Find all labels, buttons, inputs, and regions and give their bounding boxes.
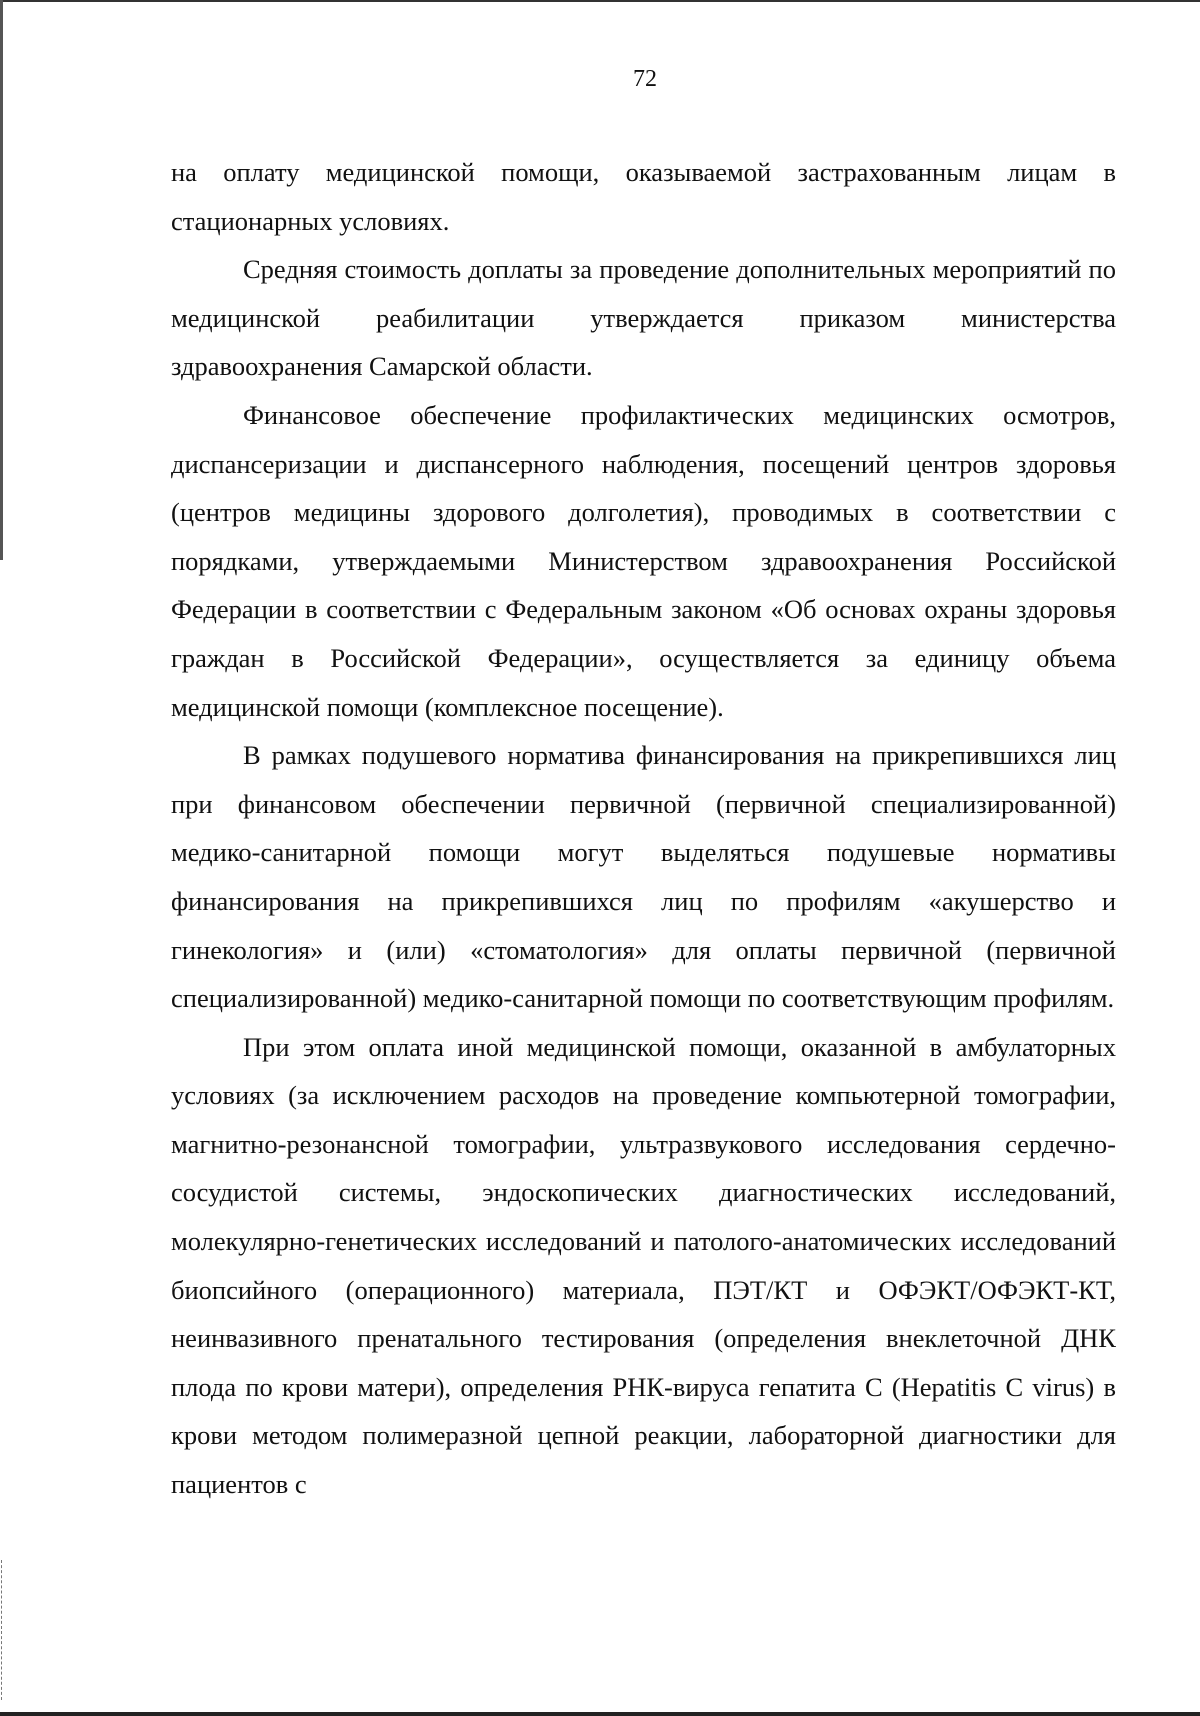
scan-edge-left-dots	[1, 1560, 3, 1700]
paragraph-5: При этом оплата иной медицинской помощи, оказанной в амбулаторных условиях (за исключением расходов на проведение компьютерной томографии, магнитно-резонансной томографии, ультразвукового исследования сердечно-сосудистой системы, эндоскопических диагностических исследований, молекулярно-генетических исследований и патолого-анатомических исследований биопсийного (операционного) материала, ПЭТ/КТ и ОФЭКТ/ОФЭКТ-КТ, неинвазивного пренатального тестирования (определения внеклеточной ДНК плода по крови матери), определения РНК-вируса гепатита С (Hepatitis C virus) в крови методом полимеразной цепной реакции, лабораторной диагностики для пациентов с	[171, 1031, 1116, 1500]
document-body	[171, 148, 1116, 1509]
paragraph-2: Средняя стоимость доплаты за проведение дополнительных мероприятий по медицинской реабилитации утверждается приказом министерства здравоохранения Самарской области.	[171, 254, 1116, 382]
paragraph-1: на оплату медицинской помощи, оказываемой застрахованным лицам в стационарных условиях.	[171, 157, 1116, 236]
paragraph-3: Финансовое обеспечение профилактических медицинских осмотров, диспансеризации и диспансерного наблюдения, посещений центров здоровья (центров медицины здорового долголетия), проводимых в соответствии с порядками, утверждаемыми Министерством здравоохранения Российской Федерации в соответствии с Федеральным законом «Об основах охраны здоровья граждан в Российской Федерации», осуществляется за единицу объема медицинской помощи (комплексное посещение).	[171, 399, 1116, 722]
page-number: 72	[633, 66, 657, 92]
paragraph-4: В рамках подушевого норматива финансирования на прикрепившихся лиц при финансовом обеспечении первичной (первичной специализированной) медико-санитарной помощи могут выделяться подушевые нормативы финансирования на прикрепившихся лиц по профилям «акушерство и гинекология» и (или) «стоматология» для оплаты первичной (первичной специализированной) медико-санитарной помощи по соответствующим профилям.	[171, 740, 1116, 1014]
scan-edge-bottom	[0, 1712, 1200, 1716]
scan-edge-top	[0, 0, 1200, 2]
